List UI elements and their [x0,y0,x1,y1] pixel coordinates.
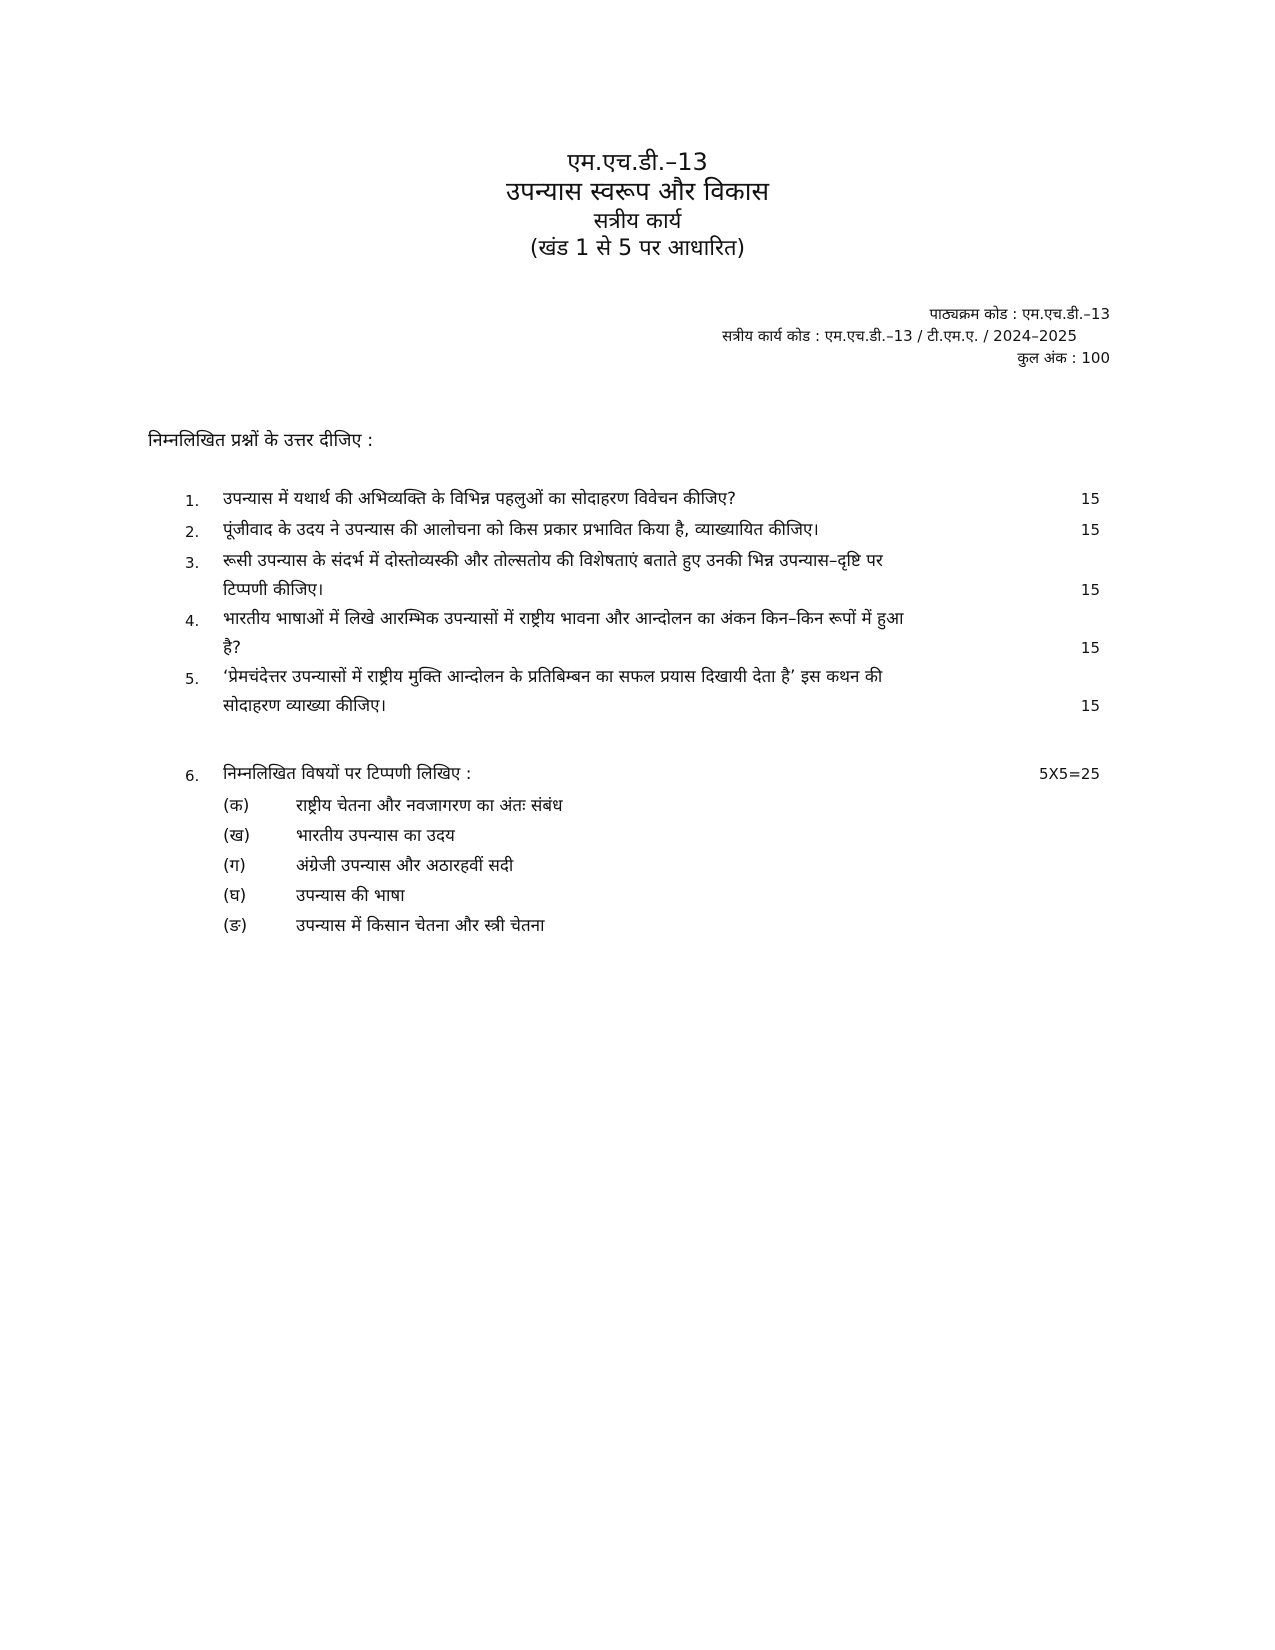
sub-topic-text: उपन्यास की भाषा [296,886,405,906]
question-list [185,485,1100,721]
question-text: पूंजीवाद के उदय ने उपन्यास की आलोचना को किस प्रकार प्रभावित किया है, व्याख्यायित कीजिए। [223,520,819,540]
assignment-basis: (खंड 1 से 5 पर आधारित) [529,235,746,261]
question-text-continued: टिप्पणी कीजिए। [223,580,324,600]
question-text: निम्नलिखित विषयों पर टिप्पणी लिखिए : [223,764,472,784]
question-text: भारतीय भाषाओं में लिखे आरम्भिक उपन्यासों में राष्ट्रीय भावना और आन्दोलन का अंकन किन–किन रूपों में हुआ [223,609,904,629]
sub-topic-label: (ङ) [223,916,248,936]
total-marks-line: कुल अंक : 100 [1017,349,1110,367]
sub-topic-label: (ग) [223,856,246,876]
question-marks: 15 [1080,581,1100,599]
course-code-line: पाठ्यक्रम कोड : एम.एच.डी.–13 [929,305,1110,323]
sub-topic-item [223,911,1100,941]
question-item [185,547,1100,605]
question-text-continued: है? [223,638,242,658]
sub-topic-text: उपन्यास में किसान चेतना और स्त्री चेतना [296,916,545,936]
question-marks: 5X5=25 [1038,765,1100,783]
document-header [0,148,1275,263]
question-text: उपन्यास में यथार्थ की अभिव्यक्ति के विभिन्न पहलुओं का सोदाहरण विवेचन कीजिए? [223,489,737,509]
question-number: 6. [185,767,200,785]
instruction-text: निम्नलिखित प्रश्नों के उत्तर दीजिए : [148,430,374,451]
sub-topic-label: (क) [223,796,250,816]
question-marks: 15 [1080,521,1100,539]
sub-topic-item [223,821,1100,851]
assignment-meta [510,303,1110,369]
assignment-code-line: सत्रीय कार्य कोड : एम.एच.डी.–13 / टी.एम.ए. / 2024–2025 [722,327,1077,345]
question-marks: 15 [1080,697,1100,715]
assignment-heading: सत्रीय कार्य [593,208,682,234]
question-number: 3. [185,554,200,572]
sub-topic-list [223,791,1100,941]
question-text: ‘प्रेमचंदेत्तर उपन्यासों में राष्ट्रीय मुक्ति आन्दोलन के प्रतिबिम्बन का सफल प्रयास दिखायी देता है’ इस कथन की [223,667,883,687]
sub-topic-item [223,851,1100,881]
sub-topic-label: (घ) [223,886,247,906]
question-marks: 15 [1080,639,1100,657]
question-text-continued: सोदाहरण व्याख्या कीजिए। [223,696,387,716]
sub-topic-text: भारतीय उपन्यास का उदय [296,826,455,846]
question-item [185,485,1100,516]
sub-topic-text: अंग्रेजी उपन्यास और अठारहवीं सदी [296,856,514,876]
question-number: 1. [185,492,200,510]
question-6 [185,760,1100,941]
sub-topic-label: (ख) [223,826,251,846]
question-number: 2. [185,523,200,541]
course-code-heading: एम.एच.डी.–13 [567,148,708,176]
question-text: रूसी उपन्यास के संदर्भ में दोस्तोव्यस्की और तोल्सतोय की विशेषताएं बताते हुए उनकी भिन्न उपन्यास–दृष्टि पर [223,551,883,571]
question-marks: 15 [1080,490,1100,508]
question-number: 5. [185,670,200,688]
question-item [185,663,1100,721]
sub-topic-item [223,881,1100,911]
sub-topic-text: राष्ट्रीय चेतना और नवजागरण का अंतः संबंध [296,796,563,816]
question-number: 4. [185,612,200,630]
question-item [185,516,1100,547]
sub-topic-item [223,791,1100,821]
question-item [185,605,1100,663]
course-title: उपन्यास स्वरूप और विकास [505,177,770,208]
